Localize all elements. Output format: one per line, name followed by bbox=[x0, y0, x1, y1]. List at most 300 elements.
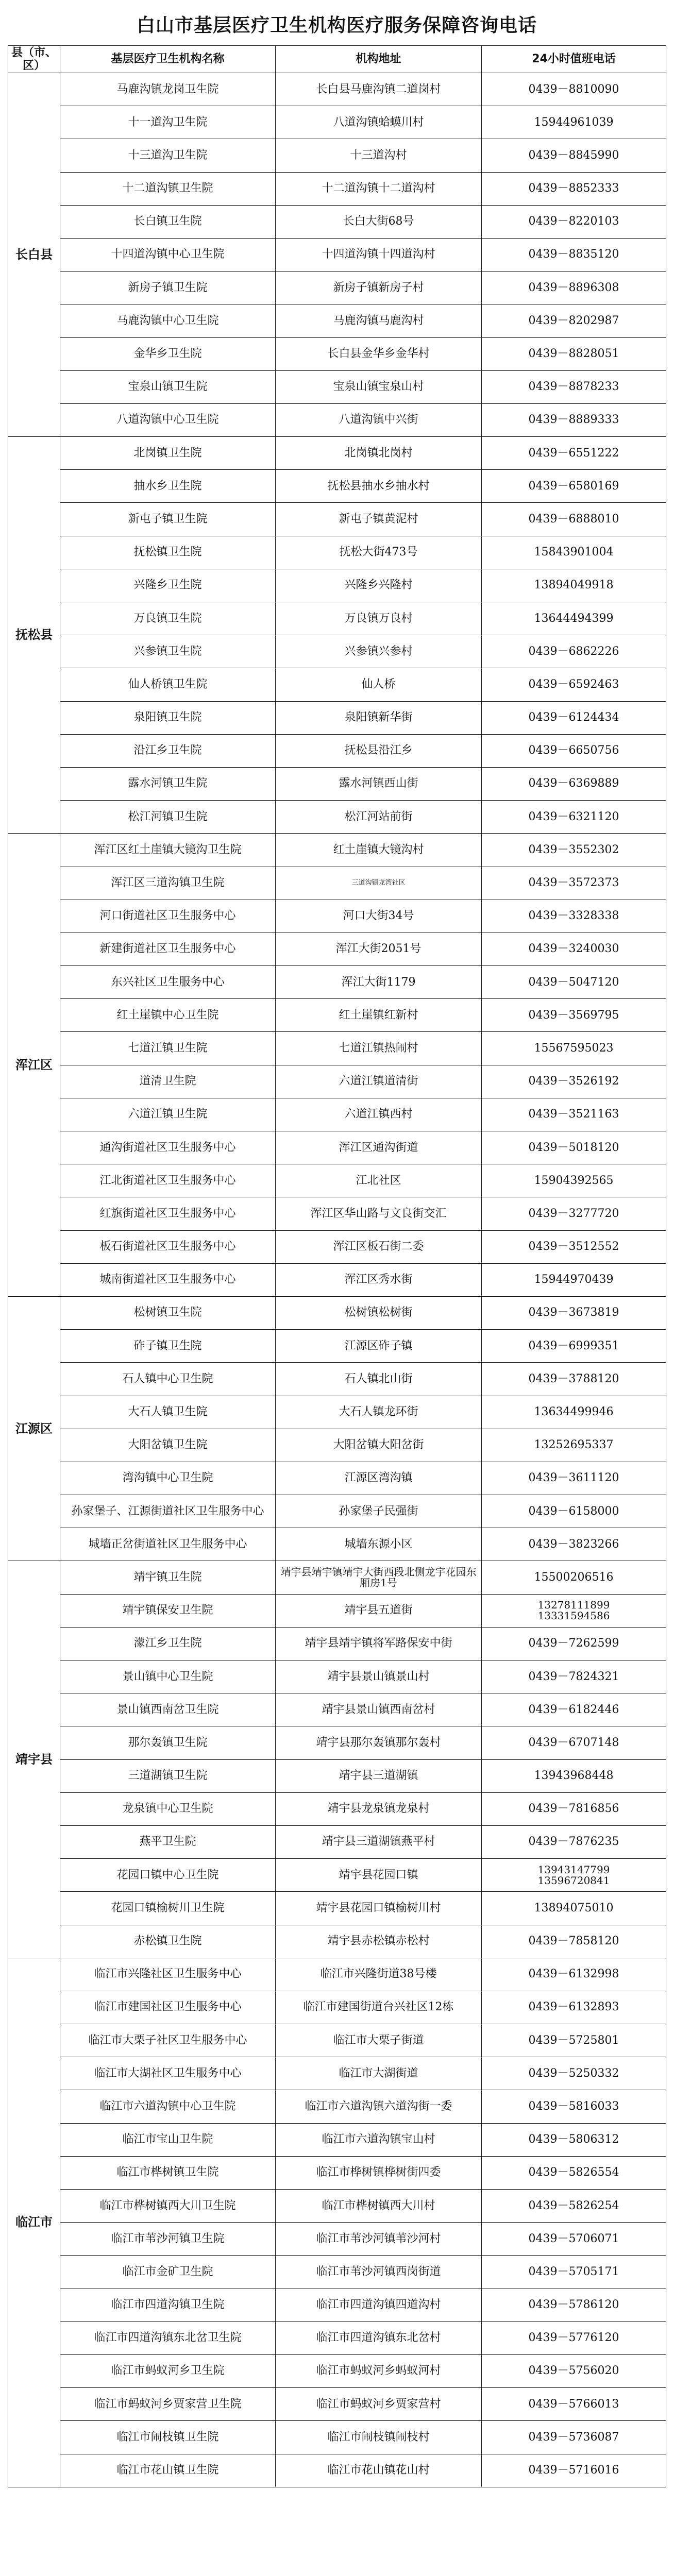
address-cell: 江源区湾沟镇 bbox=[276, 1462, 482, 1495]
table-row bbox=[8, 1296, 666, 1329]
address-cell: 孙家堡子民强街 bbox=[276, 1495, 482, 1528]
table-row bbox=[8, 1726, 666, 1759]
phone-cell: 0439－7858120 bbox=[482, 1925, 666, 1958]
table-row bbox=[8, 1396, 666, 1429]
institution-name-cell: 新建街道社区卫生服务中心 bbox=[60, 933, 276, 965]
phone-cell: 0439－3526192 bbox=[482, 1065, 666, 1098]
phone-cell: 0439－5776120 bbox=[482, 2321, 666, 2354]
institution-name-cell: 板石街道社区卫生服务中心 bbox=[60, 1230, 276, 1263]
institution-name-cell: 六道江镇卫生院 bbox=[60, 1098, 276, 1131]
address-cell: 临江市蚂蚁河乡蚂蚁河村 bbox=[276, 2354, 482, 2387]
address-cell: 临江市闹枝镇闹枝村 bbox=[276, 2421, 482, 2454]
institution-name-cell: 江北街道社区卫生服务中心 bbox=[60, 1164, 276, 1197]
table-row bbox=[8, 1561, 666, 1594]
address-cell: 靖宇县三道湖镇 bbox=[276, 1759, 482, 1792]
phone-cell: 0439－6551222 bbox=[482, 437, 666, 470]
phone-cell: 0439－3823266 bbox=[482, 1528, 666, 1561]
table-row bbox=[8, 205, 666, 238]
table-row bbox=[8, 1693, 666, 1726]
address-cell: 浑江区板石街二委 bbox=[276, 1230, 482, 1263]
institution-name-cell: 十一道沟卫生院 bbox=[60, 106, 276, 139]
phone-cell: 0439－5250332 bbox=[482, 2057, 666, 2090]
header-institution: 基层医疗卫生机构名称 bbox=[60, 46, 276, 73]
table-row bbox=[8, 272, 666, 304]
phone-cell: 0439－6182446 bbox=[482, 1693, 666, 1726]
institution-name-cell: 浑江区红土崖镇大镜沟卫生院 bbox=[60, 834, 276, 867]
table-row bbox=[8, 2090, 666, 2123]
table-row bbox=[8, 2123, 666, 2156]
institution-name-cell: 河口街道社区卫生服务中心 bbox=[60, 900, 276, 933]
table-row bbox=[8, 536, 666, 569]
phone-cell: 0439－3521163 bbox=[482, 1098, 666, 1131]
phone-cell: 0439－3788120 bbox=[482, 1363, 666, 1396]
table-row bbox=[8, 1065, 666, 1098]
table-row bbox=[8, 470, 666, 503]
table-row bbox=[8, 933, 666, 965]
phone-cell: 0439－3240030 bbox=[482, 933, 666, 965]
table-row bbox=[8, 1925, 666, 1958]
table-row bbox=[8, 106, 666, 139]
institution-name-cell: 孙家堡子、江源街道社区卫生服务中心 bbox=[60, 1495, 276, 1528]
address-cell: 靖宇县那尔轰镇那尔轰村 bbox=[276, 1726, 482, 1759]
address-cell: 兴参镇兴参村 bbox=[276, 635, 482, 668]
table-row bbox=[8, 238, 666, 271]
table-row bbox=[8, 1660, 666, 1693]
institution-name-cell: 大阳岔镇卫生院 bbox=[60, 1429, 276, 1462]
hotline-table bbox=[8, 45, 666, 2487]
address-cell: 长白大街68号 bbox=[276, 205, 482, 238]
phone-cell: 0439－3611120 bbox=[482, 1462, 666, 1495]
address-cell: 松树镇松树街 bbox=[276, 1296, 482, 1329]
institution-name-cell: 新屯子镇卫生院 bbox=[60, 503, 276, 536]
phone-cell: 0439－7262599 bbox=[482, 1627, 666, 1660]
address-cell: 宝泉山镇宝泉山村 bbox=[276, 370, 482, 403]
table-row bbox=[8, 1825, 666, 1858]
institution-name-cell: 燕平卫生院 bbox=[60, 1825, 276, 1858]
address-cell: 红土崖镇大镜沟村 bbox=[276, 834, 482, 867]
table-row bbox=[8, 1462, 666, 1495]
phone-cell: 13894075010 bbox=[482, 1892, 666, 1925]
table-row bbox=[8, 2421, 666, 2454]
institution-name-cell: 湾沟镇中心卫生院 bbox=[60, 1462, 276, 1495]
table-row bbox=[8, 801, 666, 834]
table-row bbox=[8, 569, 666, 602]
phone-cell: 0439－7824321 bbox=[482, 1660, 666, 1693]
table-row bbox=[8, 635, 666, 668]
phone-cell: 0439－5806312 bbox=[482, 2123, 666, 2156]
institution-name-cell: 松树镇卫生院 bbox=[60, 1296, 276, 1329]
table-row bbox=[8, 900, 666, 933]
address-cell: 十二道沟镇十二道沟村 bbox=[276, 172, 482, 205]
phone-cell: 0439－3512552 bbox=[482, 1230, 666, 1263]
institution-name-cell: 龙泉镇中心卫生院 bbox=[60, 1792, 276, 1825]
phone-cell: 0439－5736087 bbox=[482, 2421, 666, 2454]
institution-name-cell: 万良镇卫生院 bbox=[60, 602, 276, 635]
phone-cell: 15944961039 bbox=[482, 106, 666, 139]
address-cell: 仙人桥 bbox=[276, 668, 482, 701]
phone-cell: 0439－6862226 bbox=[482, 635, 666, 668]
institution-name-cell: 宝泉山镇卫生院 bbox=[60, 370, 276, 403]
table-row bbox=[8, 1164, 666, 1197]
address-cell: 十三道沟村 bbox=[276, 139, 482, 172]
address-cell: 露水河镇西山街 bbox=[276, 767, 482, 800]
table-row bbox=[8, 1594, 666, 1627]
phone-cell: 15500206516 bbox=[482, 1561, 666, 1594]
address-cell: 靖宇县花园口镇榆树川村 bbox=[276, 1892, 482, 1925]
county-cell: 临江市 bbox=[8, 1958, 60, 2487]
institution-name-cell: 北岗镇卫生院 bbox=[60, 437, 276, 470]
table-row bbox=[8, 834, 666, 867]
phone-cell: 0439－8896308 bbox=[482, 272, 666, 304]
address-cell: 兴隆乡兴隆村 bbox=[276, 569, 482, 602]
phone-cell: 0439－8878233 bbox=[482, 370, 666, 403]
institution-name-cell: 靖宇镇保安卫生院 bbox=[60, 1594, 276, 1627]
table-row bbox=[8, 1330, 666, 1363]
phone-cell: 0439－8852333 bbox=[482, 172, 666, 205]
phone-cell: 0439－6999351 bbox=[482, 1330, 666, 1363]
institution-name-cell: 临江市大湖社区卫生服务中心 bbox=[60, 2057, 276, 2090]
institution-name-cell: 抚松镇卫生院 bbox=[60, 536, 276, 569]
phone-cell: 0439－3552302 bbox=[482, 834, 666, 867]
institution-name-cell: 临江市蚂蚁河乡卫生院 bbox=[60, 2354, 276, 2387]
phone-cell: 0439－5725801 bbox=[482, 2024, 666, 2057]
institution-name-cell: 抽水乡卫生院 bbox=[60, 470, 276, 503]
table-row bbox=[8, 1098, 666, 1131]
institution-name-cell: 临江市闹枝镇卫生院 bbox=[60, 2421, 276, 2454]
address-cell: 临江市四道沟镇东北岔村 bbox=[276, 2321, 482, 2354]
table-row bbox=[8, 1197, 666, 1230]
phone-cell: 0439－5826554 bbox=[482, 2156, 666, 2189]
institution-name-cell: 临江市大栗子社区卫生服务中心 bbox=[60, 2024, 276, 2057]
institution-name-cell: 兴隆乡卫生院 bbox=[60, 569, 276, 602]
table-row bbox=[8, 1792, 666, 1825]
institution-name-cell: 露水河镇卫生院 bbox=[60, 767, 276, 800]
phone-cell: 0439－6580169 bbox=[482, 470, 666, 503]
address-cell: 浑江区秀水街 bbox=[276, 1263, 482, 1296]
table-row bbox=[8, 701, 666, 734]
table-row bbox=[8, 172, 666, 205]
phone-cell: 13943147799 13596720841 bbox=[482, 1859, 666, 1892]
institution-name-cell: 赤松镇卫生院 bbox=[60, 1925, 276, 1958]
address-cell: 新房子镇新房子村 bbox=[276, 272, 482, 304]
table-row bbox=[8, 2190, 666, 2223]
address-cell: 临江市六道沟镇宝山村 bbox=[276, 2123, 482, 2156]
institution-name-cell: 临江市四道沟镇卫生院 bbox=[60, 2289, 276, 2321]
table-row bbox=[8, 2354, 666, 2387]
address-cell: 靖宇县靖宇镇靖宇大街西段北侧龙宇花园东厢房1号 bbox=[276, 1561, 482, 1594]
phone-cell: 15843901004 bbox=[482, 536, 666, 569]
table-row bbox=[8, 1032, 666, 1065]
address-cell: 十四道沟镇十四道沟村 bbox=[276, 238, 482, 271]
phone-cell: 0439－3572373 bbox=[482, 867, 666, 900]
institution-name-cell: 七道江镇卫生院 bbox=[60, 1032, 276, 1065]
table-row bbox=[8, 2057, 666, 2090]
address-cell: 临江市蚂蚁河乡贾家营村 bbox=[276, 2388, 482, 2421]
table-row bbox=[8, 2388, 666, 2421]
table-row bbox=[8, 1495, 666, 1528]
address-cell: 八道沟镇中兴街 bbox=[276, 403, 482, 436]
phone-cell: 0439－3569795 bbox=[482, 999, 666, 1032]
phone-cell: 0439－7816856 bbox=[482, 1792, 666, 1825]
address-cell: 马鹿沟镇马鹿沟村 bbox=[276, 304, 482, 337]
address-cell: 长白县金华乡金华村 bbox=[276, 337, 482, 370]
institution-name-cell: 十四道沟镇中心卫生院 bbox=[60, 238, 276, 271]
institution-name-cell: 那尔轰镇卫生院 bbox=[60, 1726, 276, 1759]
address-cell: 红土崖镇红新村 bbox=[276, 999, 482, 1032]
table-row bbox=[8, 1759, 666, 1792]
institution-name-cell: 泉阳镇卫生院 bbox=[60, 701, 276, 734]
address-cell: 临江市苇沙河镇西岗街道 bbox=[276, 2256, 482, 2289]
address-cell: 靖宇县景山镇景山村 bbox=[276, 1660, 482, 1693]
phone-cell: 15904392565 bbox=[482, 1164, 666, 1197]
phone-cell: 0439－5786120 bbox=[482, 2289, 666, 2321]
phone-cell: 13634499946 bbox=[482, 1396, 666, 1429]
address-cell: 浑江大街1179 bbox=[276, 966, 482, 999]
address-cell: 临江市大栗子街道 bbox=[276, 2024, 482, 2057]
phone-cell: 13644494399 bbox=[482, 602, 666, 635]
table-header-row bbox=[8, 46, 666, 73]
county-cell: 抚松县 bbox=[8, 437, 60, 834]
address-cell: 临江市四道沟镇四道沟村 bbox=[276, 2289, 482, 2321]
county-cell: 靖宇县 bbox=[8, 1561, 60, 1958]
county-cell: 浑江区 bbox=[8, 834, 60, 1297]
institution-name-cell: 临江市苇沙河镇卫生院 bbox=[60, 2223, 276, 2256]
address-cell: 六道江镇西村 bbox=[276, 1098, 482, 1131]
institution-name-cell: 金华乡卫生院 bbox=[60, 337, 276, 370]
table-row bbox=[8, 1429, 666, 1462]
address-cell: 大石人镇龙环街 bbox=[276, 1396, 482, 1429]
table-row bbox=[8, 1991, 666, 2024]
address-cell: 抚松大街473号 bbox=[276, 536, 482, 569]
phone-cell: 0439－6707148 bbox=[482, 1726, 666, 1759]
phone-cell: 0439－6124434 bbox=[482, 701, 666, 734]
institution-name-cell: 景山镇西南岔卫生院 bbox=[60, 1693, 276, 1726]
address-cell: 城墙东源小区 bbox=[276, 1528, 482, 1561]
address-cell: 靖宇县三道湖镇燕平村 bbox=[276, 1825, 482, 1858]
institution-name-cell: 浑江区三道沟镇卫生院 bbox=[60, 867, 276, 900]
institution-name-cell: 三道湖镇卫生院 bbox=[60, 1759, 276, 1792]
address-cell: 三道沟镇龙湾社区 bbox=[276, 867, 482, 900]
institution-name-cell: 临江市桦树镇卫生院 bbox=[60, 2156, 276, 2189]
phone-cell: 0439－8828051 bbox=[482, 337, 666, 370]
table-row bbox=[8, 966, 666, 999]
institution-name-cell: 靖宇镇卫生院 bbox=[60, 1561, 276, 1594]
institution-name-cell: 临江市花山镇卫生院 bbox=[60, 2454, 276, 2487]
address-cell: 临江市桦树镇西大川村 bbox=[276, 2190, 482, 2223]
header-phone: 24小时值班电话 bbox=[482, 46, 666, 73]
address-cell: 临江市桦树镇桦树街四委 bbox=[276, 2156, 482, 2189]
table-row bbox=[8, 734, 666, 767]
phone-cell: 0439－5816033 bbox=[482, 2090, 666, 2123]
phone-cell: 0439－5047120 bbox=[482, 966, 666, 999]
address-cell: 泉阳镇新华街 bbox=[276, 701, 482, 734]
address-cell: 浑江大街2051号 bbox=[276, 933, 482, 965]
phone-cell: 0439－8845990 bbox=[482, 139, 666, 172]
county-cell: 长白县 bbox=[8, 73, 60, 437]
table-row bbox=[8, 2321, 666, 2354]
institution-name-cell: 临江市兴隆社区卫生服务中心 bbox=[60, 1958, 276, 1991]
institution-name-cell: 十二道沟镇卫生院 bbox=[60, 172, 276, 205]
phone-cell: 13943968448 bbox=[482, 1759, 666, 1792]
institution-name-cell: 东兴社区卫生服务中心 bbox=[60, 966, 276, 999]
table-row bbox=[8, 2156, 666, 2189]
phone-cell: 13278111899 13331594586 bbox=[482, 1594, 666, 1627]
institution-name-cell: 临江市宝山卫生院 bbox=[60, 2123, 276, 2156]
address-cell: 大阳岔镇大阳岔街 bbox=[276, 1429, 482, 1462]
institution-name-cell: 大石人镇卫生院 bbox=[60, 1396, 276, 1429]
table-row bbox=[8, 1627, 666, 1660]
phone-cell: 0439－6321120 bbox=[482, 801, 666, 834]
institution-name-cell: 沿江乡卫生院 bbox=[60, 734, 276, 767]
institution-name-cell: 十三道沟卫生院 bbox=[60, 139, 276, 172]
institution-name-cell: 兴参镇卫生院 bbox=[60, 635, 276, 668]
phone-cell: 0439－6369889 bbox=[482, 767, 666, 800]
table-row bbox=[8, 2289, 666, 2321]
institution-name-cell: 八道沟镇中心卫生院 bbox=[60, 403, 276, 436]
address-cell: 浑江区通沟街道 bbox=[276, 1131, 482, 1164]
phone-cell: 15944970439 bbox=[482, 1263, 666, 1296]
phone-cell: 0439－3328338 bbox=[482, 900, 666, 933]
phone-cell: 0439－8835120 bbox=[482, 238, 666, 271]
institution-name-cell: 仙人桥镇卫生院 bbox=[60, 668, 276, 701]
table-row bbox=[8, 2454, 666, 2487]
institution-name-cell: 临江市六道沟镇中心卫生院 bbox=[60, 2090, 276, 2123]
address-cell: 八道沟镇蛤蟆川村 bbox=[276, 106, 482, 139]
address-cell: 靖宇县赤松镇赤松村 bbox=[276, 1925, 482, 1958]
table-row bbox=[8, 1859, 666, 1892]
institution-name-cell: 红土崖镇中心卫生院 bbox=[60, 999, 276, 1032]
institution-name-cell: 临江市金矿卫生院 bbox=[60, 2256, 276, 2289]
institution-name-cell: 道清卫生院 bbox=[60, 1065, 276, 1098]
phone-cell: 0439－7876235 bbox=[482, 1825, 666, 1858]
institution-name-cell: 濛江乡卫生院 bbox=[60, 1627, 276, 1660]
address-cell: 浑江区华山路与文良街交汇 bbox=[276, 1197, 482, 1230]
table-row bbox=[8, 337, 666, 370]
document bbox=[8, 6, 666, 2487]
table-row bbox=[8, 602, 666, 635]
table-row bbox=[8, 1958, 666, 1991]
phone-cell: 15567595023 bbox=[482, 1032, 666, 1065]
table-row bbox=[8, 73, 666, 106]
address-cell: 松江河站前街 bbox=[276, 801, 482, 834]
phone-cell: 0439－6132893 bbox=[482, 1991, 666, 2024]
address-cell: 临江市花山镇花山村 bbox=[276, 2454, 482, 2487]
address-cell: 临江市建国街道台兴社区12栋 bbox=[276, 1991, 482, 2024]
phone-cell: 0439－8202987 bbox=[482, 304, 666, 337]
table-row bbox=[8, 867, 666, 900]
address-cell: 新屯子镇黄泥村 bbox=[276, 503, 482, 536]
phone-cell: 0439－8810090 bbox=[482, 73, 666, 106]
table-row bbox=[8, 503, 666, 536]
county-cell: 江源区 bbox=[8, 1296, 60, 1561]
phone-cell: 13252695337 bbox=[482, 1429, 666, 1462]
address-cell: 靖宇县花园口镇 bbox=[276, 1859, 482, 1892]
phone-cell: 0439－3277720 bbox=[482, 1197, 666, 1230]
phone-cell: 0439－6592463 bbox=[482, 668, 666, 701]
address-cell: 六道江镇道清街 bbox=[276, 1065, 482, 1098]
phone-cell: 0439－6158000 bbox=[482, 1495, 666, 1528]
phone-cell: 0439－5766013 bbox=[482, 2388, 666, 2421]
address-cell: 七道江镇热闹村 bbox=[276, 1032, 482, 1065]
header-address: 机构地址 bbox=[276, 46, 482, 73]
table-row bbox=[8, 668, 666, 701]
institution-name-cell: 景山镇中心卫生院 bbox=[60, 1660, 276, 1693]
institution-name-cell: 长白镇卫生院 bbox=[60, 205, 276, 238]
phone-cell: 0439－6888010 bbox=[482, 503, 666, 536]
address-cell: 靖宇县靖宇镇将军路保安中街 bbox=[276, 1627, 482, 1660]
address-cell: 抚松县沿江乡 bbox=[276, 734, 482, 767]
address-cell: 江北社区 bbox=[276, 1164, 482, 1197]
table-row bbox=[8, 1363, 666, 1396]
phone-cell: 0439－5826254 bbox=[482, 2190, 666, 2223]
table-row bbox=[8, 1131, 666, 1164]
phone-cell: 0439－6650756 bbox=[482, 734, 666, 767]
institution-name-cell: 通沟街道社区卫生服务中心 bbox=[60, 1131, 276, 1164]
table-row bbox=[8, 1263, 666, 1296]
address-cell: 石人镇北山街 bbox=[276, 1363, 482, 1396]
institution-name-cell: 花园口镇榆树川卫生院 bbox=[60, 1892, 276, 1925]
table-row bbox=[8, 1528, 666, 1561]
institution-name-cell: 红旗街道社区卫生服务中心 bbox=[60, 1197, 276, 1230]
address-cell: 靖宇县龙泉镇龙泉村 bbox=[276, 1792, 482, 1825]
address-cell: 河口大街34号 bbox=[276, 900, 482, 933]
address-cell: 万良镇万良村 bbox=[276, 602, 482, 635]
address-cell: 靖宇县景山镇西南岔村 bbox=[276, 1693, 482, 1726]
institution-name-cell: 石人镇中心卫生院 bbox=[60, 1363, 276, 1396]
phone-cell: 0439－5756020 bbox=[482, 2354, 666, 2387]
header-county: 县（市、区） bbox=[8, 46, 60, 73]
institution-name-cell: 马鹿沟镇中心卫生院 bbox=[60, 304, 276, 337]
table-row bbox=[8, 1892, 666, 1925]
phone-cell: 0439－5018120 bbox=[482, 1131, 666, 1164]
table-row bbox=[8, 437, 666, 470]
table-row bbox=[8, 2256, 666, 2289]
institution-name-cell: 临江市四道沟镇东北岔卫生院 bbox=[60, 2321, 276, 2354]
address-cell: 临江市六道沟镇六道沟街一委 bbox=[276, 2090, 482, 2123]
phone-cell: 0439－6132998 bbox=[482, 1958, 666, 1991]
phone-cell: 0439－5716016 bbox=[482, 2454, 666, 2487]
table-row bbox=[8, 370, 666, 403]
table-row bbox=[8, 999, 666, 1032]
table-row bbox=[8, 2024, 666, 2057]
institution-name-cell: 城南街道社区卫生服务中心 bbox=[60, 1263, 276, 1296]
address-cell: 临江市大湖街道 bbox=[276, 2057, 482, 2090]
address-cell: 靖宇县五道街 bbox=[276, 1594, 482, 1627]
institution-name-cell: 城墙正岔街道社区卫生服务中心 bbox=[60, 1528, 276, 1561]
address-cell: 北岗镇北岗村 bbox=[276, 437, 482, 470]
page-title: 白山市基层医疗卫生机构医疗服务保障咨询电话 bbox=[136, 15, 537, 36]
table-row bbox=[8, 403, 666, 436]
address-cell: 江源区砟子镇 bbox=[276, 1330, 482, 1363]
phone-cell: 0439－3673819 bbox=[482, 1296, 666, 1329]
address-cell: 临江市苇沙河镇苇沙河村 bbox=[276, 2223, 482, 2256]
institution-name-cell: 临江市建国社区卫生服务中心 bbox=[60, 1991, 276, 2024]
institution-name-cell: 花园口镇中心卫生院 bbox=[60, 1859, 276, 1892]
table-row bbox=[8, 1230, 666, 1263]
table-row bbox=[8, 767, 666, 800]
institution-name-cell: 马鹿沟镇龙岗卫生院 bbox=[60, 73, 276, 106]
institution-name-cell: 新房子镇卫生院 bbox=[60, 272, 276, 304]
phone-cell: 0439－8889333 bbox=[482, 403, 666, 436]
table-body bbox=[8, 73, 666, 2487]
address-cell: 临江市兴隆街道38号楼 bbox=[276, 1958, 482, 1991]
institution-name-cell: 松江河镇卫生院 bbox=[60, 801, 276, 834]
phone-cell: 0439－8220103 bbox=[482, 205, 666, 238]
phone-cell: 0439－5705171 bbox=[482, 2256, 666, 2289]
institution-name-cell: 临江市蚂蚁河乡贾家营卫生院 bbox=[60, 2388, 276, 2421]
phone-cell: 13894049918 bbox=[482, 569, 666, 602]
table-row bbox=[8, 139, 666, 172]
